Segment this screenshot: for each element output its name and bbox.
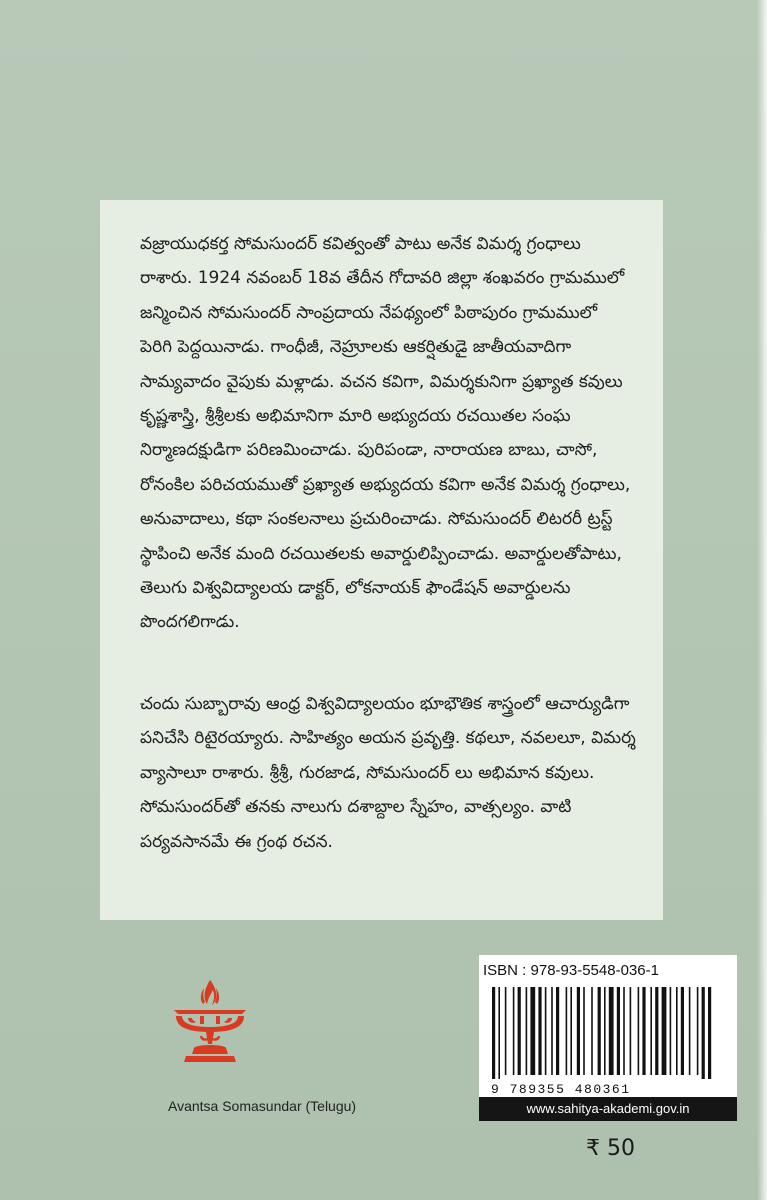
text-line: రాశారు. 1924 నవంబర్ 18వ తేదీన గోదావరి జిల్లా శంఖవరం గ్రామములో <box>140 268 625 289</box>
publisher-website: www.sahitya-akademi.gov.in <box>479 1097 737 1121</box>
cover-edge <box>757 0 767 1200</box>
text-line: అనువాదాలు, కథా సంకలనాలు ప్రచురించాడు. సోమసుందర్ లిటరరీ ట్రస్ట్ <box>140 509 613 530</box>
text-line: సోమసుందర్‌తో తనకు నాలుగు దశాబ్దాల స్నేహం, వాత్సల్యం. వాటి <box>140 797 572 818</box>
text-line: వ్యాసాలూ రాశారు. శ్రీశ్రీ, గురజాడ, సోమసుందర్ లు అభిమాన కవులు. <box>140 762 595 783</box>
text-line: సామ్యవాదం వైపుకు మళ్లాడు. వచన కవిగా, విమర్శకునిగా ప్రఖ్యాత కవులు <box>140 371 623 392</box>
text-line: నిర్మాణదక్షుడిగా పరిణమించాడు. పురిపండా, నారాయణ బాబు, చాసో, <box>140 440 598 461</box>
text-line: తెలుగు విశ్వవిద్యాలయ డాక్టర్, లోకనాయక్ ఫౌండేషన్ అవార్డులను <box>140 578 571 599</box>
sahitya-akademi-logo-icon <box>170 978 250 1068</box>
barcode-icon <box>490 987 734 1079</box>
text-line: పెరిగి పెద్దయినాడు. గాంధీజీ, నెహ్రూలకు ఆకర్షితుడై జాతీయవాదిగా <box>140 337 572 358</box>
text-line: స్థాపించి అనేక మంది రచయితలకు అవార్డులిప్పించాడు. అవార్డులతోపాటు, <box>140 543 622 564</box>
price-label: ₹ 50 <box>586 1136 635 1161</box>
text-line: జన్మించిన సోమసుందర్ సాంప్రదాయ నేపథ్యంలో పిఠాపురం గ్రామములో <box>140 302 598 323</box>
text-line: చందు సుబ్బారావు ఆంధ్ర విశ్వవిద్యాలయం భూభౌతిక శాస్త్రంలో ఆచార్యుడిగా <box>140 694 630 714</box>
text-line: పర్యవసానమే ఈ గ్రంథ రచన. <box>140 831 333 852</box>
series-title: Avantsa Somasundar (Telugu) <box>168 1098 357 1114</box>
text-line: వజ్రాయుధకర్త సోమసుందర్ కవిత్వంతో పాటు అనేక విమర్శ గ్రంధాలు <box>140 234 581 254</box>
text-line: రోనంకిల పరిచయముతో ప్రఖ్యాత అభ్యుదయ కవిగా అనేక విమర్శ గ్రంధాలు, <box>140 474 631 495</box>
text-line: కృష్ణశాస్త్రి, శ్రీశ్రీలకు అభిమానిగా మారి అభ్యుదయ రచయితల సంఘ <box>140 406 571 427</box>
text-line: పొందగలిగాడు. <box>140 612 240 633</box>
bio-paragraph-somasundar <box>140 227 636 640</box>
text-line: పనిచేసి రిటైరయ్యారు. సాహిత్యం అయన ప్రవృత్తి. కథలూ, నవలలూ, విమర్శ <box>140 728 636 749</box>
isbn-label: ISBN : 978-93-5548-036-1 <box>483 962 659 979</box>
bio-paragraph-author <box>140 687 636 859</box>
barcode-digits: 9 789355 480361 <box>491 1082 631 1097</box>
